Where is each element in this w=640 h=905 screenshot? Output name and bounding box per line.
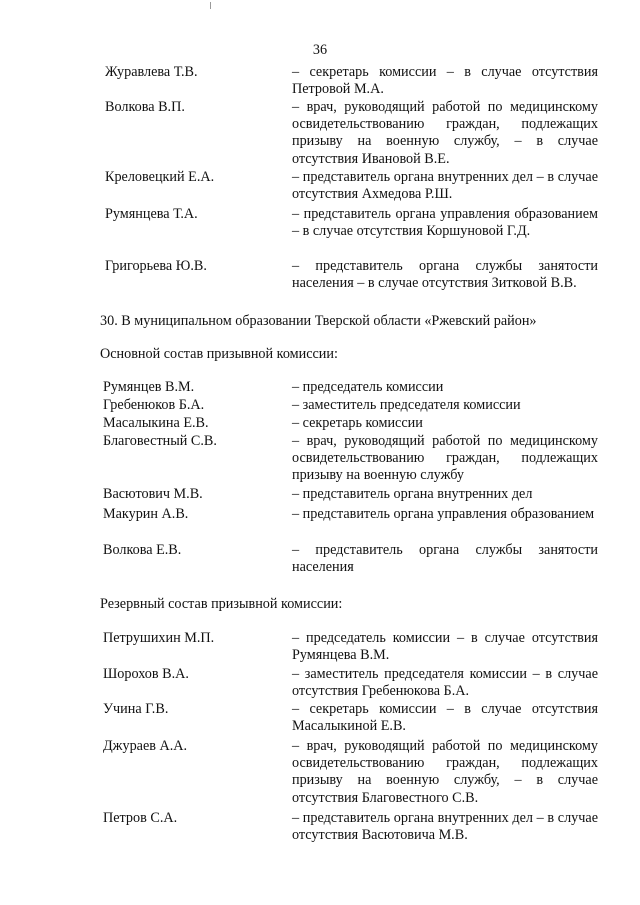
reserve-composition-heading: Резервный состав призывной комиссии: (100, 596, 343, 612)
member-role: – представитель органа службы занятости населения (292, 542, 598, 576)
member-name: Шорохов В.А. (103, 666, 189, 682)
member-role: – заместитель председателя комиссии (292, 397, 521, 413)
member-role: – врач, руководящий работой по медицинскому освидетельствованию граждан, подлежащих призыву на военную службу, – в случае отсутствия Благовестного С.В. (292, 738, 598, 806)
member-role: – заместитель председателя комиссии – в случае отсутствия Гребенюкова Б.А. (292, 666, 598, 700)
member-role: – врач, руководящий работой по медицинскому освидетельствованию граждан, подлежащих призыву на военную службу (292, 433, 598, 484)
member-role: – врач, руководящий работой по медицинскому освидетельствованию граждан, подлежащих призыву на военную службу, – в случае отсутствия Ивановой В.Е. (292, 99, 598, 167)
main-composition-heading: Основной состав призывной комиссии: (100, 346, 338, 362)
member-name: Григорьева Ю.В. (105, 258, 207, 274)
member-name: Масалыкина Е.В. (103, 415, 209, 431)
member-role: – представитель органа внутренних дел (292, 486, 533, 502)
member-name: Креловецкий Е.А. (105, 169, 215, 185)
member-name: Макурин А.В. (103, 506, 189, 522)
member-role: – представитель органа службы занятости населения – в случае отсутствия Зитковой В.В. (292, 258, 598, 292)
member-name: Журавлева Т.В. (105, 64, 198, 80)
member-name: Волкова Е.В. (103, 542, 182, 558)
scan-mark (210, 2, 211, 9)
member-role: – секретарь комиссии (292, 415, 423, 431)
member-role: – представитель органа внутренних дел – в случае отсутствия Ахмедова Р.Ш. (292, 169, 598, 203)
member-name: Петрушихин М.П. (103, 630, 215, 646)
member-name: Петров С.А. (103, 810, 178, 826)
member-role: – председатель комиссии (292, 379, 444, 395)
member-name: Румянцева Т.А. (105, 206, 198, 222)
section-title: 30. В муниципальном образовании Тверской области «Ржевский район» (100, 313, 537, 329)
member-name: Васютович М.В. (103, 486, 203, 502)
member-name: Румянцев В.М. (103, 379, 195, 395)
member-name: Волкова В.П. (105, 99, 185, 115)
member-role: – секретарь комиссии – в случае отсутствия Масалыкиной Е.В. (292, 701, 598, 735)
member-name: Учина Г.В. (103, 701, 169, 717)
member-role: – представитель органа управления образованием (292, 506, 595, 522)
member-name: Джураев А.А. (103, 738, 188, 754)
member-name: Благовестный С.В. (103, 433, 217, 449)
member-name: Гребенюков Б.А. (103, 397, 205, 413)
member-role: – представитель органа внутренних дел – в случае отсутствия Васютовича М.В. (292, 810, 598, 844)
page-number: 36 (312, 42, 328, 58)
member-role: – секретарь комиссии – в случае отсутствия Петровой М.А. (292, 64, 598, 98)
member-role: – председатель комиссии – в случае отсутствия Румянцева В.М. (292, 630, 598, 664)
member-role: – представитель органа управления образованием – в случае отсутствия Коршуновой Г.Д. (292, 206, 598, 240)
